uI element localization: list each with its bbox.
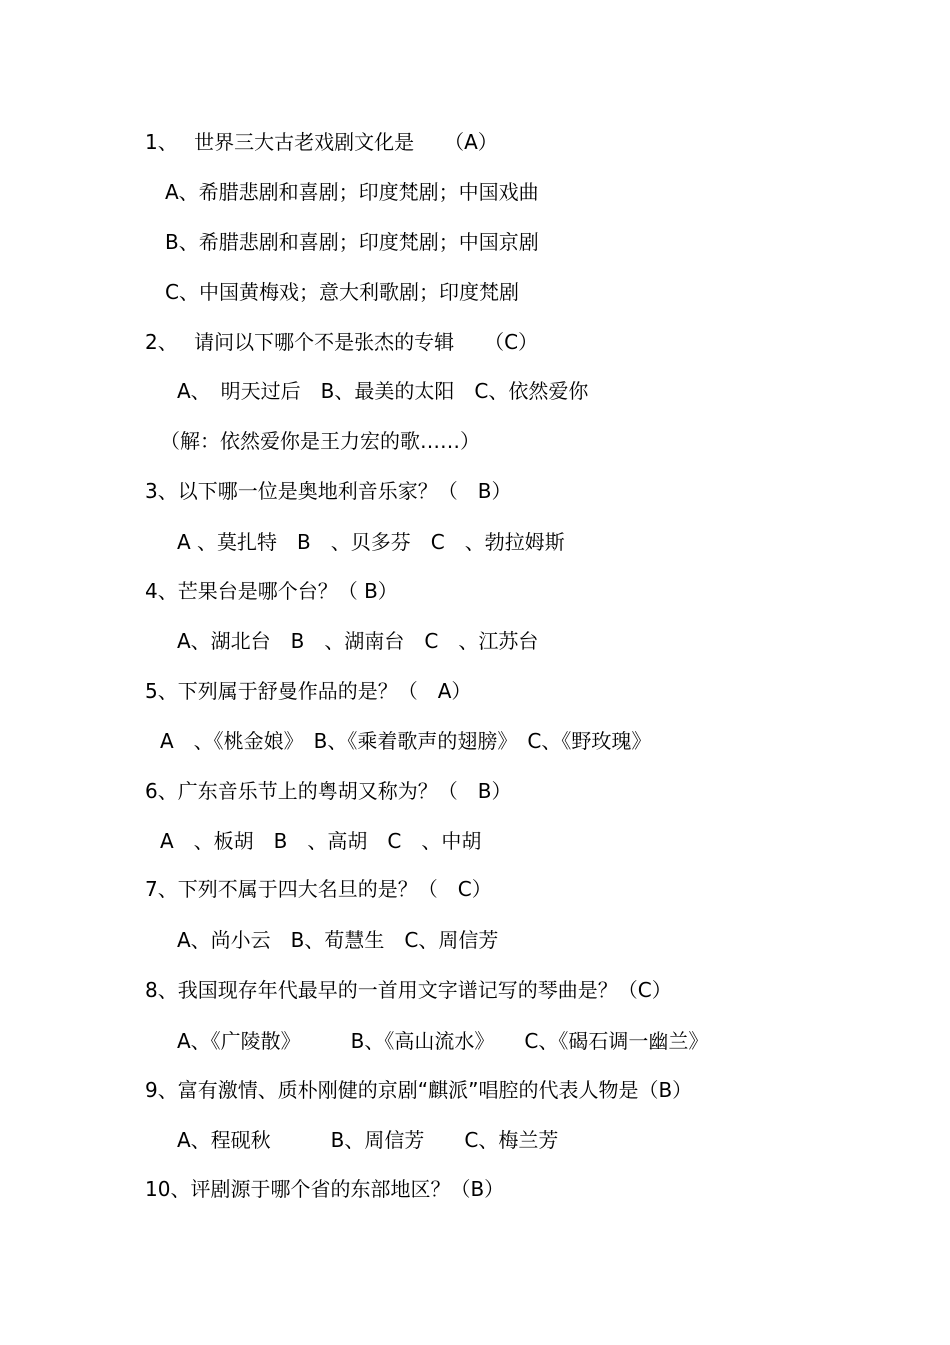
question-3-options: A 、莫扎特 B 、贝多芬 C 、勃拉姆斯 (177, 530, 565, 554)
question-4-options: A、湖北台 B 、湖南台 C 、江苏台 (177, 629, 539, 653)
question-2: 2、 请问以下哪个不是张杰的专辑 （C） (145, 330, 539, 354)
question-1-option-a: A、希腊悲剧和喜剧；印度梵剧；中国戏曲 (165, 180, 539, 204)
question-5: 5、下列属于舒曼作品的是？（ A） (145, 679, 472, 703)
question-2-options: A、 明天过后 B、最美的太阳 C、依然爱你 (177, 379, 589, 403)
question-9: 9、富有激情、质朴刚健的京剧“麒派”唱腔的代表人物是（B） (145, 1078, 693, 1102)
question-5-options: A 、《桃金娘》 B、《乘着歌声的翅膀》 C、《野玫瑰》 (160, 729, 652, 753)
question-6-options: A 、板胡 B 、高胡 C 、中胡 (160, 829, 482, 853)
question-1-option-b: B、希腊悲剧和喜剧；印度梵剧；中国京剧 (165, 230, 539, 254)
question-7-options: A、尚小云 B、荀慧生 C、周信芳 (177, 928, 499, 952)
question-2-note: （解：依然爱你是王力宏的歌……） (160, 429, 480, 453)
question-7: 7、下列不属于四大名旦的是？（ C） (145, 877, 492, 901)
question-1-option-c: C、中国黄梅戏；意大利歌剧；印度梵剧 (165, 280, 519, 304)
question-1: 1、 世界三大古老戏剧文化是 （A） (145, 130, 498, 154)
question-3: 3、以下哪一位是奥地利音乐家？（ B） (145, 479, 512, 503)
question-6: 6、广东音乐节上的粤胡又称为？（ B） (145, 779, 512, 803)
question-9-options: A、程砚秋 B、周信芳 C、梅兰芳 (177, 1128, 559, 1152)
question-8: 8、我国现存年代最早的一首用文字谱记写的琴曲是？（C） (145, 978, 672, 1002)
question-8-options: A、《广陵散》 B、《高山流水》 C、《碣石调一幽兰》 (177, 1029, 709, 1053)
question-10: 10、评剧源于哪个省的东部地区？（B） (145, 1177, 505, 1201)
question-4: 4、芒果台是哪个台？（ B） (145, 579, 398, 603)
